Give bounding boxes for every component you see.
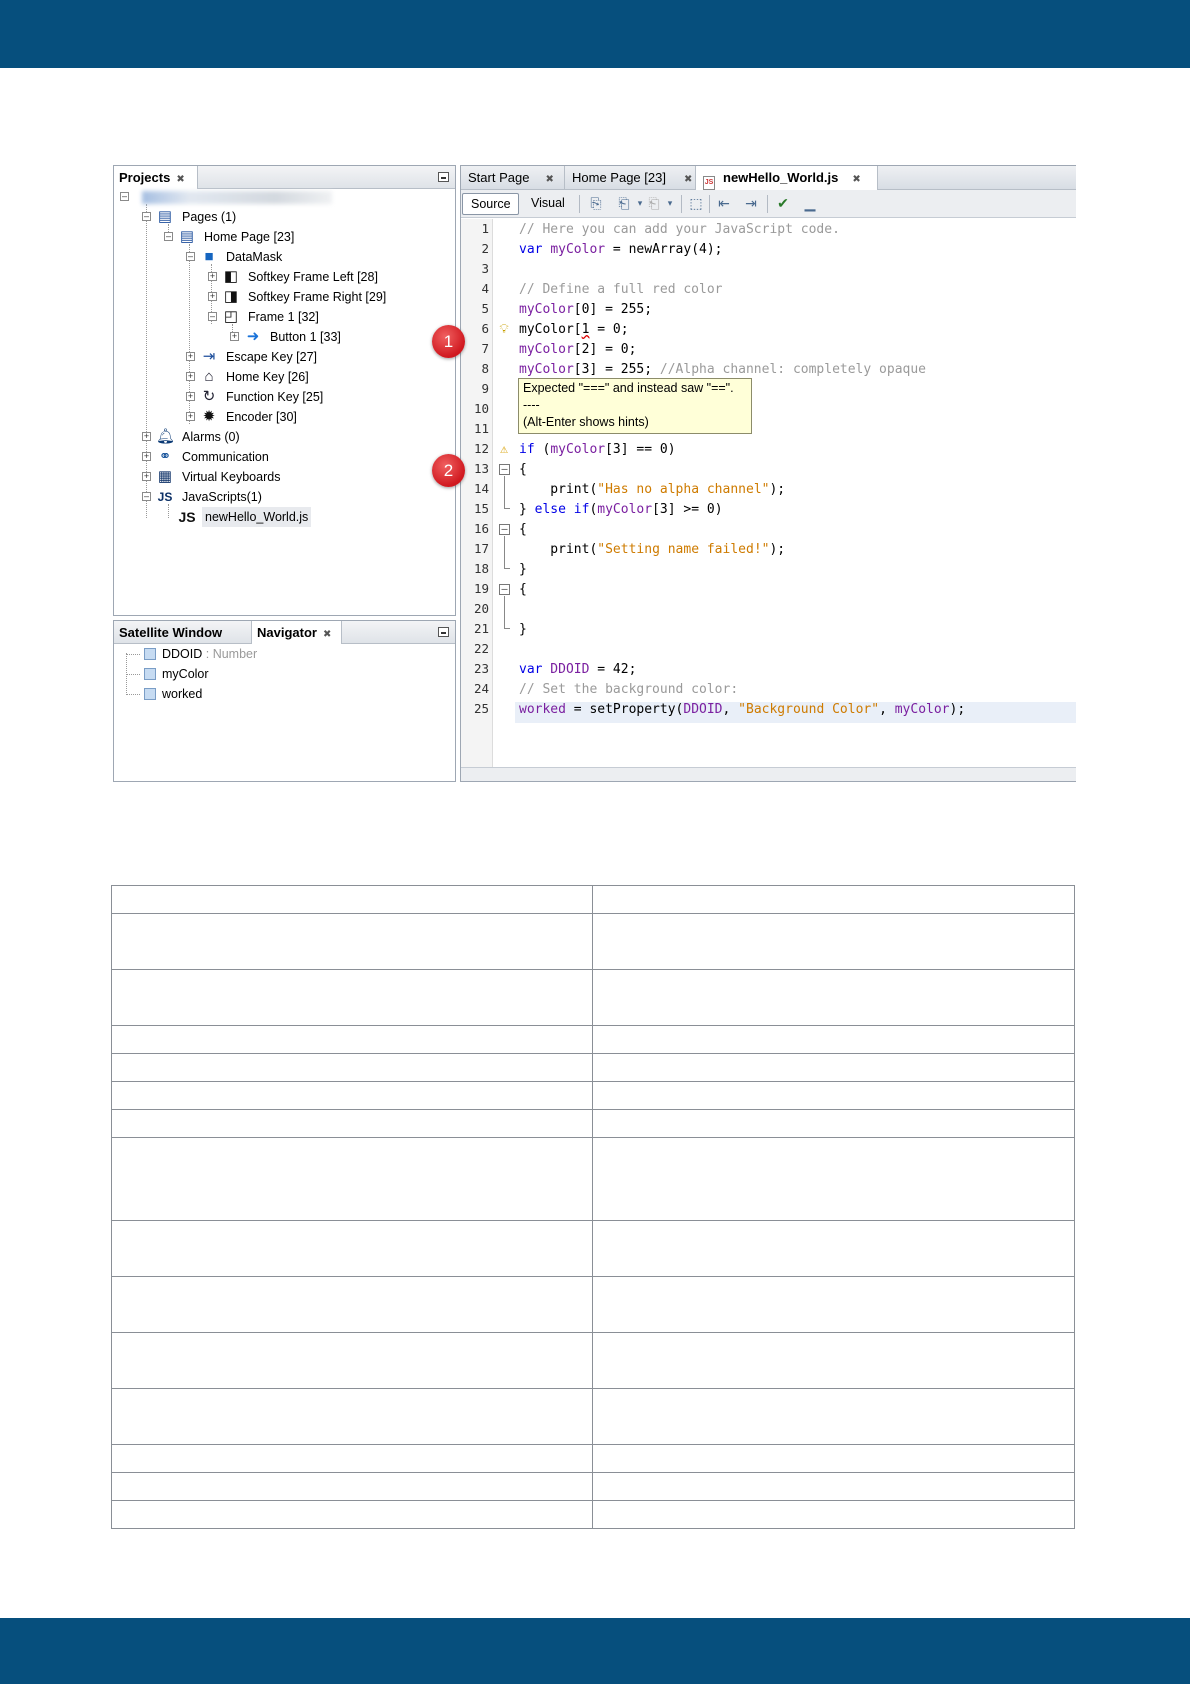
expand-icon[interactable]: +	[143, 451, 150, 461]
tooltip-line-3: (Alt-Enter shows hints)	[523, 415, 649, 429]
tree-node-label: newHello_World.js	[202, 507, 311, 527]
frame-icon: ◰	[223, 308, 239, 325]
line-number: 5	[481, 301, 489, 316]
line-number: 2	[481, 241, 489, 256]
minimize-icon[interactable]	[438, 627, 449, 637]
tree-node-label: Virtual Keyboards	[182, 470, 281, 484]
code-area[interactable]	[461, 219, 1076, 767]
tooltip-line-1: Expected "===" and instead saw "==".	[523, 381, 734, 395]
code-line-14: print("Has no alpha channel");	[519, 482, 786, 497]
line-number: 21	[473, 621, 489, 636]
field-icon	[144, 648, 156, 660]
tree-node-label: Encoder [30]	[226, 410, 297, 424]
tab-label: newHello_World.js	[723, 170, 839, 185]
table-row	[112, 1333, 1075, 1389]
tree-node-label: Home Key [26]	[226, 370, 309, 384]
source-button[interactable]: Source	[462, 193, 519, 215]
code-line-18: }	[519, 562, 527, 577]
code-line-19: {	[519, 582, 527, 597]
project-tree	[114, 190, 455, 615]
js-file-icon: JS	[178, 509, 196, 525]
navigator-panel	[113, 620, 456, 782]
projects-panel-header	[114, 166, 455, 189]
close-icon[interactable]: ✖	[545, 174, 554, 185]
code-line-17: print("Setting name failed!");	[519, 542, 786, 557]
hint-tooltip	[518, 378, 752, 434]
bell-icon: 🔔︎	[156, 428, 176, 445]
horizontal-scrollbar[interactable]	[461, 767, 1076, 781]
line-number: 4	[481, 281, 489, 296]
line-number: 7	[481, 341, 489, 356]
tab-projects-label: Projects	[119, 170, 171, 185]
table-row	[112, 1277, 1075, 1333]
line-number: 16	[473, 521, 489, 536]
network-icon: ⚭	[158, 448, 172, 465]
visual-button[interactable]: Visual	[531, 196, 565, 210]
line-number: 15	[473, 501, 489, 516]
field-icon	[144, 668, 156, 680]
tab-label: Start Page	[468, 170, 530, 185]
collapse-icon[interactable]: –	[165, 231, 171, 241]
code-line-1: // Here you can add your JavaScript code.	[519, 222, 840, 237]
code-line-7: myColor[2] = 0;	[519, 342, 637, 357]
navigator-item-worked[interactable]	[144, 684, 202, 704]
comment-icon[interactable]: ▁	[804, 195, 816, 211]
code-line-8: myColor[3] = 255; //Alpha channel: completely opaque	[519, 362, 926, 377]
tab-label: Navigator	[257, 625, 317, 640]
close-icon[interactable]: ✖	[176, 174, 185, 185]
tree-node-label: Communication	[182, 450, 269, 464]
code-line-24: // Set the background color:	[519, 682, 739, 697]
code-editor	[460, 165, 1076, 782]
home-icon: ⌂	[204, 368, 214, 385]
tooltip-line-2: ----	[523, 398, 540, 412]
table-row	[112, 1501, 1075, 1529]
expand-icon[interactable]: +	[187, 391, 194, 401]
forward-icon[interactable]: ⎗	[648, 195, 660, 211]
callout-1: 1	[432, 325, 465, 358]
tree-node-label: Frame 1 [32]	[248, 310, 319, 324]
footer-band	[0, 1618, 1190, 1684]
table-row	[112, 1221, 1075, 1277]
fold-icon[interactable]: –	[499, 464, 510, 475]
collapse-icon[interactable]: –	[209, 311, 215, 321]
line-number: 10	[473, 401, 489, 416]
line-number: 17	[473, 541, 489, 556]
empty-table	[111, 885, 1075, 1529]
tree-node-label: JavaScripts(1)	[182, 490, 262, 504]
tree-root[interactable]	[120, 187, 440, 207]
close-icon[interactable]: ✖	[322, 629, 332, 640]
line-number: 20	[473, 601, 489, 616]
code-line-23: var DDOID = 42;	[519, 662, 637, 677]
fold-icon[interactable]: –	[499, 524, 510, 535]
tree-node-label: DataMask	[226, 250, 283, 264]
navigator-item-name: DDOID	[162, 647, 203, 661]
folder-icon: ■	[204, 248, 214, 265]
function-key-icon: ↻	[202, 388, 216, 405]
code-line-5: myColor[0] = 255;	[519, 302, 653, 317]
line-number: 8	[481, 361, 489, 376]
tab-label: Satellite Window	[119, 625, 223, 640]
table-row	[112, 970, 1075, 1026]
dropdown-icon[interactable]: ▾	[667, 198, 673, 208]
expand-icon[interactable]: +	[231, 331, 238, 341]
tree-node-label: Softkey Frame Right [29]	[248, 290, 387, 304]
editor-toolbar	[461, 190, 1076, 218]
shift-left-icon[interactable]: ⇤	[718, 195, 730, 211]
frame-icon: ◨	[223, 288, 239, 305]
select-icon[interactable]: ⬚	[689, 195, 703, 211]
code-line-25: worked = setProperty(DDOID, "Background Color", myColor);	[519, 702, 966, 717]
line-number: 13	[473, 461, 489, 476]
tab-projects[interactable]	[114, 166, 198, 189]
table-row	[112, 1026, 1075, 1054]
collapse-icon[interactable]: –	[187, 251, 193, 261]
navigator-item-name: worked	[162, 687, 203, 701]
navigator-item-mycolor[interactable]	[144, 664, 209, 684]
line-number: 1	[481, 221, 489, 236]
lightbulb-error-icon[interactable]: 💡︎	[499, 322, 509, 337]
expand-icon[interactable]: +	[187, 351, 194, 361]
code-line-15: } else if(myColor[3] >= 0)	[519, 502, 723, 517]
table-row	[112, 914, 1075, 970]
escape-key-icon: ⇥	[202, 348, 216, 365]
table-row	[112, 1445, 1075, 1473]
shift-right-icon[interactable]: ⇥	[745, 195, 757, 211]
editor-tabs	[461, 166, 1076, 190]
tab-satellite-window[interactable]	[114, 621, 252, 644]
line-number: 14	[473, 481, 489, 496]
table-row	[112, 1138, 1075, 1221]
tree-node-label: Softkey Frame Left [28]	[248, 270, 378, 284]
tab-start-page[interactable]	[461, 166, 565, 190]
page-icon: ▤	[179, 228, 195, 245]
table-row	[112, 1110, 1075, 1138]
code-line-12: if (myColor[3] == 0)	[519, 442, 676, 457]
line-number: 3	[481, 261, 489, 276]
keyboard-icon: ▦	[157, 468, 173, 485]
line-number: 23	[473, 661, 489, 676]
line-number: 25	[473, 701, 489, 716]
code-line-2: var myColor = newArray(4);	[519, 242, 723, 257]
field-icon	[144, 688, 156, 700]
pages-icon: ▤	[157, 208, 173, 225]
tree-node-label: Escape Key [27]	[226, 350, 318, 364]
navigator-item-name: myColor	[162, 667, 209, 681]
tab-newhello-world-js[interactable]	[696, 166, 878, 190]
tree-node-label: Button 1 [33]	[270, 330, 341, 344]
tab-navigator[interactable]	[252, 621, 342, 644]
callout-2: 2	[432, 454, 465, 487]
code-line-16: {	[519, 522, 527, 537]
ide-screenshot	[113, 165, 1076, 782]
expand-icon[interactable]: +	[209, 271, 216, 281]
close-icon[interactable]: ✖	[683, 174, 693, 185]
check-icon[interactable]: ✔	[777, 195, 789, 211]
line-number: 18	[473, 561, 489, 576]
tree-node-label: Function Key [25]	[226, 390, 324, 404]
minimize-icon[interactable]	[438, 172, 449, 182]
expand-icon[interactable]: +	[143, 471, 150, 481]
fold-icon[interactable]: –	[499, 584, 510, 595]
expand-icon[interactable]: +	[187, 411, 194, 421]
button-arrow-icon: ➜	[246, 328, 260, 345]
collapse-icon[interactable]: –	[143, 491, 149, 501]
close-icon[interactable]: ✖	[852, 174, 861, 185]
back-icon[interactable]: ⎗	[618, 195, 630, 211]
code-line-4: // Define a full red color	[519, 282, 723, 297]
javascript-icon: JS	[157, 490, 173, 504]
tree-node-label: Pages (1)	[182, 210, 237, 224]
table-row	[112, 1389, 1075, 1445]
frame-icon: ◧	[223, 268, 239, 285]
navigator-panel-header	[114, 621, 455, 644]
gear-icon: ✹	[202, 408, 216, 425]
line-number: 9	[481, 381, 489, 396]
line-number: 24	[473, 681, 489, 696]
projects-panel	[113, 165, 456, 616]
expand-icon[interactable]: +	[187, 371, 194, 381]
code-line-6: myColor[1 = 0;	[519, 322, 629, 337]
collapse-icon[interactable]: –	[143, 211, 149, 221]
warning-icon[interactable]: ⚠	[500, 442, 508, 457]
line-number: 22	[473, 641, 489, 656]
js-file-icon: JS	[703, 176, 715, 190]
table-row	[112, 886, 1075, 914]
line-number: 6	[481, 321, 489, 336]
collapse-icon[interactable]: –	[121, 191, 127, 201]
expand-icon[interactable]: +	[143, 431, 150, 441]
navigator-item-type: : Number	[202, 647, 258, 661]
tab-home-page[interactable]	[565, 166, 696, 190]
code-line-21: }	[519, 622, 527, 637]
table-row	[112, 1082, 1075, 1110]
table-row	[112, 1054, 1075, 1082]
navigator-item-ddoid[interactable]	[144, 644, 257, 664]
line-number: 19	[473, 581, 489, 596]
tree-node-label: Home Page [23]	[204, 230, 295, 244]
expand-icon[interactable]: +	[209, 291, 216, 301]
header-band	[0, 0, 1190, 68]
last-edit-icon[interactable]: ⎘	[590, 195, 602, 211]
line-number: 11	[473, 421, 489, 436]
code-line-13: {	[519, 462, 527, 477]
line-number: 12	[473, 441, 489, 456]
tree-node-label: Alarms (0)	[182, 430, 240, 444]
dropdown-icon[interactable]: ▾	[637, 198, 643, 208]
table-row	[112, 1473, 1075, 1501]
blurred-project-name	[142, 191, 332, 204]
tab-label: Home Page [23]	[572, 170, 666, 185]
